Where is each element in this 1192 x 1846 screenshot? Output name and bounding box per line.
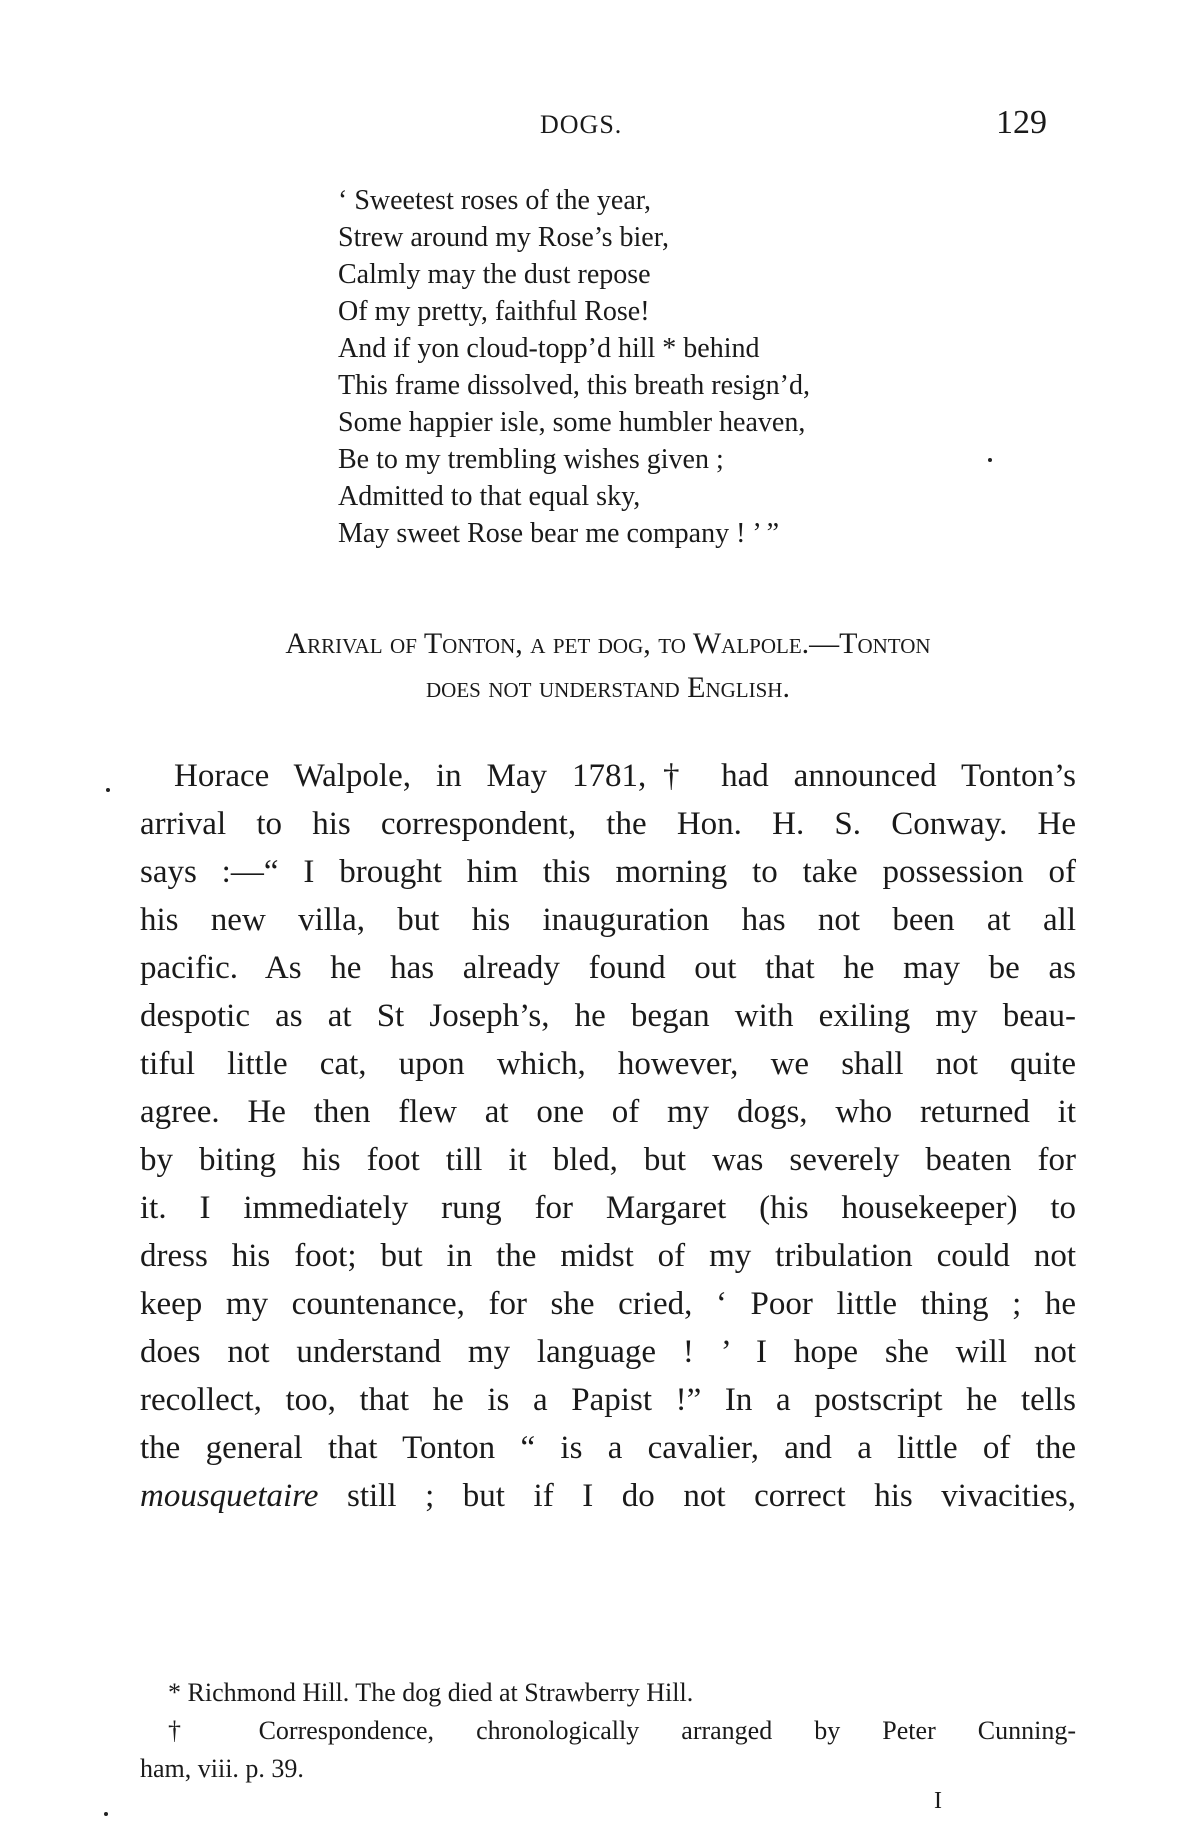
footnote-richmond-hill: * Richmond Hill. The dog died at Strawberry Hill. — [168, 1678, 694, 1707]
footnotes — [140, 1674, 1076, 1788]
poem-line: Some happier isle, some humbler heaven, — [338, 407, 806, 438]
body-line-last — [140, 1472, 1076, 1520]
poem-line: Be to my trembling wishes given ; — [338, 444, 724, 475]
body-line: his new villa, but his inauguration has not been at all — [140, 902, 1076, 938]
poem-line: ‘ Sweetest roses of the year, — [338, 185, 651, 216]
poem-line: Calmly may the dust repose — [338, 259, 651, 290]
running-head-title: DOGS. — [540, 110, 623, 139]
body-paragraph — [140, 752, 1076, 1520]
body-line: by biting his foot till it bled, but was severely beaten for — [140, 1142, 1076, 1178]
poem-line: This frame dissolved, this breath resign’d, — [338, 370, 811, 401]
body-line: tiful little cat, upon which, however, we shall not quite — [140, 1046, 1076, 1082]
poem-line: Strew around my Rose’s bier, — [338, 222, 669, 253]
body-line: agree. He then flew at one of my dogs, who returned it — [140, 1094, 1076, 1130]
body-line: recollect, too, that he is a Papist !” In a postscript he tells — [140, 1382, 1076, 1418]
poem-quotation — [338, 182, 810, 552]
italic-word: mousquetaire — [140, 1478, 319, 1514]
ink-speck — [988, 458, 992, 462]
body-line: Horace Walpole, in May 1781,† had announced Tonton’s — [174, 758, 1076, 794]
body-line: it. I immediately rung for Margaret (his housekeeper) to — [140, 1190, 1076, 1226]
body-line: does not understand my language ! ’ I hope she will not — [140, 1334, 1076, 1370]
section-heading-line: does not understand English. — [426, 671, 790, 704]
ink-speck — [106, 788, 110, 792]
body-line: despotic as at St Joseph’s, he began with exiling my beau- — [140, 998, 1076, 1034]
ink-speck — [104, 1812, 108, 1816]
footnote-correspondence: † Correspondence, chronologically arranged by Peter Cunning- — [168, 1716, 1076, 1745]
body-line: arrival to his correspondent, the Hon. H. S. Conway. He — [140, 806, 1076, 842]
body-line: the general that Tonton “ is a cavalier, and a little of the — [140, 1430, 1076, 1466]
poem-line: Admitted to that equal sky, — [338, 481, 641, 512]
body-line: pacific. As he has already found out that he may be as — [140, 950, 1076, 986]
footnote-continuation: ham, viii. p. 39. — [140, 1754, 304, 1783]
body-line: says :—“ I brought him this morning to take possession of — [140, 854, 1076, 890]
section-heading-line: Arrival of Tonton, a pet dog, to Walpole.—Tonton — [285, 627, 931, 660]
page-number: 129 — [996, 104, 1047, 141]
section-heading — [140, 622, 1076, 710]
poem-line: May sweet Rose bear me company ! ’ ” — [338, 518, 780, 549]
body-line: dress his foot; but in the midst of my tribulation could not — [140, 1238, 1076, 1274]
poem-line: And if yon cloud-topp’d hill * behind — [338, 333, 760, 364]
body-line: keep my countenance, for she cried, ‘ Poor little thing ; he — [140, 1286, 1076, 1322]
body-line-rest: still ; but if I do not correct his vivacities, — [318, 1478, 1076, 1514]
signature-mark: I — [934, 1788, 942, 1814]
running-head — [0, 104, 1192, 144]
poem-line: Of my pretty, faithful Rose! — [338, 296, 650, 327]
